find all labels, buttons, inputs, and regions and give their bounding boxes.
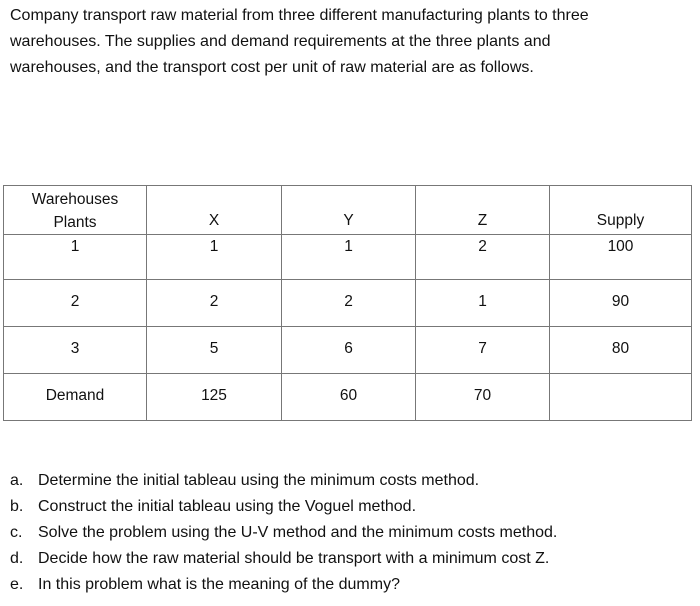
column-header-y: Y: [282, 186, 416, 235]
problem-line: warehouses, and the transport cost per unit of raw material are as follows.: [10, 59, 534, 76]
question-text: In this problem what is the meaning of the dummy?: [38, 576, 400, 593]
cost-cell: 2: [147, 280, 282, 327]
column-header-z: Z: [416, 186, 550, 235]
question-item: [10, 572, 557, 598]
warehouses-label: Warehouses: [31, 191, 119, 208]
question-letter: e.: [10, 576, 24, 593]
question-text: Decide how the raw material should be transport with a minimum cost Z.: [38, 550, 550, 567]
question-item: [10, 546, 557, 572]
demand-cell: 125: [147, 374, 282, 421]
cost-cell: 7: [416, 327, 550, 374]
question-item: [10, 468, 557, 494]
problem-statement: [10, 3, 690, 81]
question-text: Construct the initial tableau using the Voguel method.: [38, 498, 417, 515]
question-letter: b.: [10, 498, 24, 515]
table-header-row: [4, 186, 692, 235]
cost-cell: 6: [282, 327, 416, 374]
question-letter: c.: [10, 524, 23, 541]
column-header-supply: Supply: [550, 186, 692, 235]
question-item: [10, 494, 557, 520]
question-letter: d.: [10, 550, 24, 567]
plant-cell: 1: [4, 235, 147, 280]
transport-cost-table: [3, 185, 692, 421]
corner-cell: [4, 186, 147, 235]
demand-label-cell: Demand: [4, 374, 147, 421]
empty-supply-cell: [550, 374, 692, 421]
question-item: [10, 520, 557, 546]
supply-cell: 90: [550, 280, 692, 327]
question-list: [10, 468, 557, 598]
plant-cell: 2: [4, 280, 147, 327]
demand-row: [4, 374, 692, 421]
demand-cell: 60: [282, 374, 416, 421]
question-letter: a.: [10, 472, 24, 489]
supply-cell: 80: [550, 327, 692, 374]
table-row: [4, 327, 692, 374]
cost-cell: 5: [147, 327, 282, 374]
table-row: [4, 280, 692, 327]
cost-cell: 1: [147, 235, 282, 280]
supply-cell: 100: [550, 235, 692, 280]
plant-cell: 3: [4, 327, 147, 374]
table-row: [4, 235, 692, 280]
plants-label: Plants: [53, 214, 97, 231]
cost-cell: 2: [282, 280, 416, 327]
problem-line: warehouses. The supplies and demand requirements at the three plants and: [10, 33, 551, 50]
question-text: Solve the problem using the U-V method and the minimum costs method.: [38, 524, 558, 541]
cost-cell: 1: [282, 235, 416, 280]
demand-cell: 70: [416, 374, 550, 421]
cost-cell: 2: [416, 235, 550, 280]
cost-cell: 1: [416, 280, 550, 327]
problem-line: Company transport raw material from three different manufacturing plants to three: [10, 7, 589, 24]
column-header-x: X: [147, 186, 282, 235]
question-text: Determine the initial tableau using the minimum costs method.: [38, 472, 480, 489]
